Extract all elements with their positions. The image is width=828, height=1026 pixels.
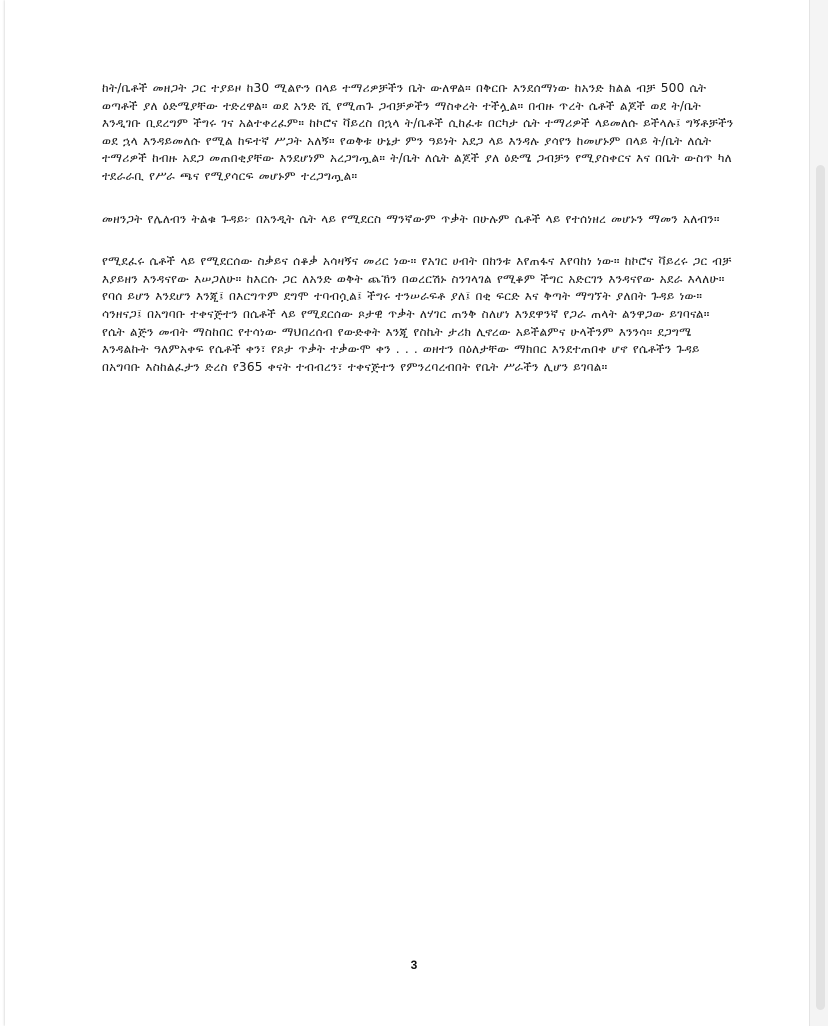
page-body (102, 80, 737, 401)
paragraph-key-point: መዘንጋት የሌለብን ትልቁ ጉዳይ፦ በአንዲት ሴት ላይ የሚደርስ ማንኛውም ጥቃት በሁሉም ሴቶች ላይ የተሰነዘረ መሆኑን ማመን አለብን። (102, 211, 720, 226)
paragraph-school-closures: ከት/ቤቶች መዘጋት ጋር ተያይዞ ከ30 ሚልዮን በላይ ተማሪዎቻችን ቤት ውለዋል። በቅርቡ እንደሰማነው ከአንድ ክልል ብቻ 500 ሴት ወጣቶች ያለ ዕድሜያቸው ተድረዋል። ወደ አንድ ሺ የሚጠጉ ጋብቻዎችን ማስቀረት ተችሏል። በብዙ ጥረት ሴቶች ልጆች ወደ ት/ቤት እንዲገቡ ቢደረግም ችግሩ ገና አልተቀረፈም። ከኮሮና ቫይረስ በኋላ ት/ቤቶች ሲከፈቱ በርካታ ሴት ተማሪዎች ላይመለሱ ይችላሉ፤ ግኝቶቻችን ወደ ኋላ እንዳይመለሱ የሚል ከፍተኛ ሥጋት አለኝ። የወቅቱ ሁኔታ ምን ዓይነት አደጋ ላይ እንዳሉ ያሳየን ከመሆኑም በላይ ት/ቤት ለሴት ተማሪዎች ከብዙ አደጋ መጠበቂያቸው እንደሆነም አረጋግጧል። ት/ቤት ለሴት ልጆች ያለ ዕድሜ ጋብቻን የሚያስቀርና እና በቤት ውስጥ ካለ ተደራራቢ የሥራ ጫና የሚያሳርፍ መሆኑም ተረጋግጧል። (102, 81, 734, 183)
document-page (5, 0, 810, 1026)
scrollbar-thumb[interactable] (816, 165, 825, 1010)
page-number: 3 (410, 958, 418, 972)
paragraph-gender-violence: የሚደፈሩ ሴቶች ላይ የሚደርሰው ስቃይና ሰቆቃ አሳዛኝና መሪር ነው። የአገር ሀብት በከንቱ እየጠፋና እየባከነ ነው። ከኮሮና ቫይረሩ ጋር ብቻ እያይዘን እንዳናየው እሠጋለሁ። ከእርሱ ጋር ለአንድ ወቅት ጨኸን በወረርሽኑ ስንገላገል የሚቆም ችግር አድርገን እንዳናየው አደራ እላለሁ። የባሰ ይሆን እንደሆን እንጂ፤ በእርግጥም ደግሞ ተባብሷል፤ ችግሩ ተንሠራፍቶ ያለ፤ በቂ ፍርድ እና ቅጣት ማግኘት ያለበት ጉዳይ ነው። ሳንዘናጋ፤ በአግባቡ ተቀናጅተን በሴቶች ላይ የሚደርሰው ጾታዊ ጥቃት ለሃገር ጠንቅ ስለሆነ እንደዋንኛ የጋራ ጠላት ልንዋጋው ይገባናል። የሴት ልጅን መብት ማስከበር የተሳነው ማህበረሰብ የውድቀት እንጂ የስኬት ታሪክ ሊኖረው አይችልምና ሁላችንም እንንሳ። ደጋግሜ እንዳልኩት ዓለምአቀፍ የሴቶች ቀን፣ የጾታ ጥቃት ተቃውሞ ቀን . . . ወዘተን በዕለታቸው ማክበር እንደተጠበቀ ሆኖ የሴቶችን ጉዳይ በአግባቡ እስከልፈታን ድረስ የ365 ቀናት ተብብረን፣ ተቀናጅተን የምንረባረብበት የቤት ሥራችን ሊሆን ይገባል። (102, 254, 732, 374)
vertical-scrollbar[interactable] (809, 0, 828, 1026)
